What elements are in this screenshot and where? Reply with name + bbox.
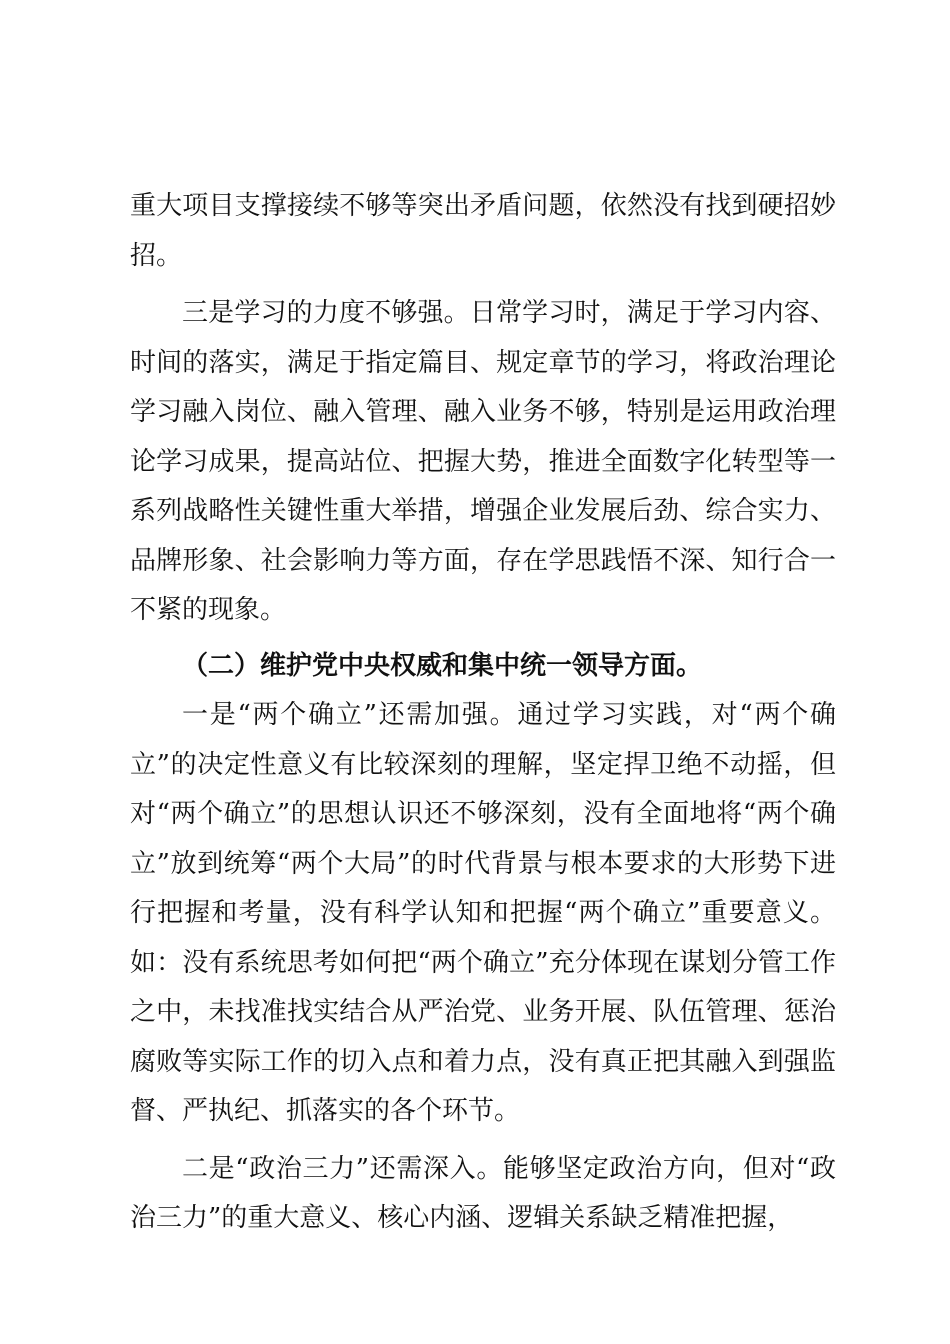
- paragraph-continuation: 重大项目支撑接续不够等突出矛盾问题，依然没有找到硬招妙招。: [130, 191, 836, 271]
- paragraph-study-strength: 三是学习的力度不够强。日常学习时，满足于学习内容、时间的落实，满足于指定篇目、规定章节的学习，将政治理论学习融入岗位、融入管理、融入业务不够，特别是运用政治理论学习成果，提高站位、把握大势，推进全面数字化转型等一系列战略性关键性重大举措，增强企业发展后劲、综合实力、品牌形象、社会影响力等方面，存在学思践悟不深、知行合一不紧的现象。: [130, 298, 836, 625]
- paragraph-two-establishments: 一是“两个确立”还需加强。通过学习实践，对“两个确立”的决定性意义有比较深刻的理解，坚定捍卫绝不动摇，但对“两个确立”的思想认识还不够深刻，没有全面地将“两个确立”放到统筹“两个大局”的时代背景与根本要求的大形势下进行把握和考量，没有科学认知和把握“两个确立”重要意义。如：没有系统思考如何把“两个确立”充分体现在谋划分管工作之中，未找准找实结合从严治党、业务开展、队伍管理、惩治腐败等实际工作的切入点和着力点，没有真正把其融入到强监督、严执纪、抓落实的各个环节。: [130, 700, 836, 1126]
- section-heading-2: （二）维护党中央权威和集中统一领导方面。: [182, 650, 703, 681]
- paragraph-political-three-abilities: 二是“政治三力”还需深入。能够坚定政治方向，但对“政治三力”的重大意义、核心内涵、逻辑关系缺乏精准把握，: [130, 1153, 836, 1233]
- document-body: [130, 182, 836, 1244]
